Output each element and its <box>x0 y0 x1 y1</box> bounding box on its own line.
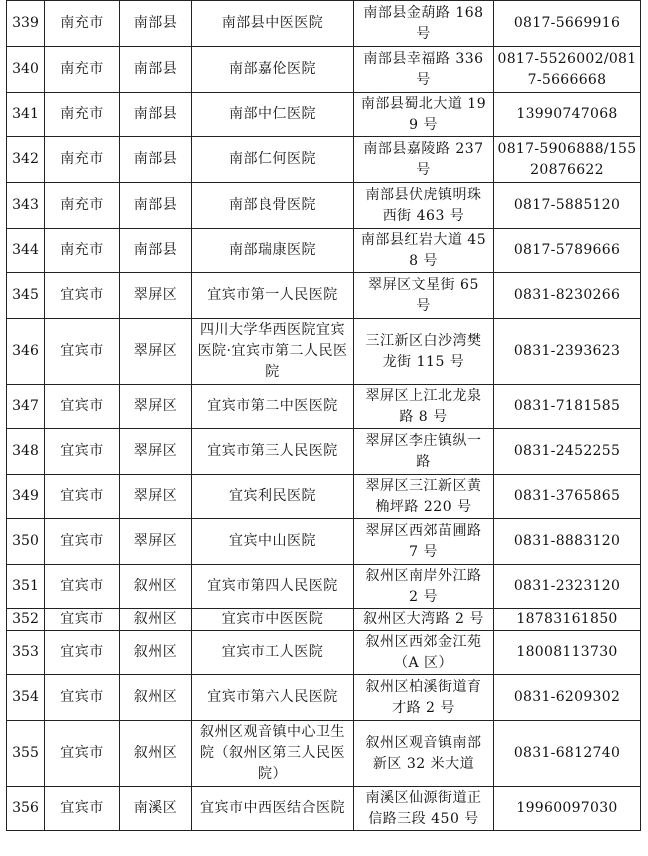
address-cell: 叙州区南岸外江路 2 号 <box>354 565 494 609</box>
table-row <box>7 1 641 47</box>
table-row <box>7 273 641 319</box>
row-number: 356 <box>7 787 45 831</box>
county-cell: 叙州区 <box>120 565 192 609</box>
table-row <box>7 183 641 229</box>
row-number: 347 <box>7 385 45 429</box>
hospital-name-cell: 宜宾中山医院 <box>192 519 354 565</box>
phone-cell: 18783161850 <box>494 609 641 631</box>
row-number: 346 <box>7 319 45 385</box>
table-row <box>7 609 641 631</box>
city-cell: 南充市 <box>45 183 120 229</box>
table-row <box>7 565 641 609</box>
city-cell: 南充市 <box>45 93 120 137</box>
table-body <box>7 1 641 831</box>
table-row <box>7 429 641 475</box>
hospital-name-cell: 南部瑞康医院 <box>192 229 354 273</box>
county-cell: 叙州区 <box>120 675 192 721</box>
hospital-name-cell: 宜宾市第二中医医院 <box>192 385 354 429</box>
table-row <box>7 93 641 137</box>
county-cell: 翠屏区 <box>120 429 192 475</box>
table-row <box>7 787 641 831</box>
address-cell: 叙州区大湾路 2 号 <box>354 609 494 631</box>
row-number: 341 <box>7 93 45 137</box>
address-cell: 翠屏区三江新区黄桷坪路 220 号 <box>354 475 494 519</box>
county-cell: 南部县 <box>120 93 192 137</box>
county-cell: 翠屏区 <box>120 319 192 385</box>
table-row <box>7 475 641 519</box>
phone-cell: 0831-2323120 <box>494 565 641 609</box>
phone-cell: 13990747068 <box>494 93 641 137</box>
address-cell: 翠屏区文星街 65 号 <box>354 273 494 319</box>
document-page <box>6 0 641 831</box>
address-cell: 南部县嘉陵路 237 号 <box>354 137 494 183</box>
row-number: 350 <box>7 519 45 565</box>
row-number: 342 <box>7 137 45 183</box>
city-cell: 宜宾市 <box>45 429 120 475</box>
city-cell: 宜宾市 <box>45 565 120 609</box>
phone-cell: 0831-2393623 <box>494 319 641 385</box>
address-cell: 南部县幸福路 336 号 <box>354 47 494 93</box>
city-cell: 宜宾市 <box>45 319 120 385</box>
phone-cell: 0831-6209302 <box>494 675 641 721</box>
hospital-name-cell: 宜宾市中医医院 <box>192 609 354 631</box>
city-cell: 宜宾市 <box>45 475 120 519</box>
row-number: 353 <box>7 631 45 675</box>
phone-cell: 0817-5906888/15520876622 <box>494 137 641 183</box>
hospital-name-cell: 宜宾市第一人民医院 <box>192 273 354 319</box>
table-row <box>7 47 641 93</box>
county-cell: 叙州区 <box>120 609 192 631</box>
hospital-name-cell: 南部县中医医院 <box>192 1 354 47</box>
hospital-name-cell: 宜宾市中西医结合医院 <box>192 787 354 831</box>
table-row <box>7 631 641 675</box>
table-row <box>7 675 641 721</box>
address-cell: 南部县蜀北大道 199 号 <box>354 93 494 137</box>
hospital-name-cell: 宜宾市第三人民医院 <box>192 429 354 475</box>
hospital-name-cell: 宜宾市第四人民医院 <box>192 565 354 609</box>
hospital-name-cell: 叙州区观音镇中心卫生院（叙州区第三人民医院） <box>192 721 354 787</box>
city-cell: 宜宾市 <box>45 787 120 831</box>
city-cell: 宜宾市 <box>45 721 120 787</box>
city-cell: 南充市 <box>45 229 120 273</box>
address-cell: 翠屏区李庄镇纵一路 <box>354 429 494 475</box>
phone-cell: 0817-5526002/0817-5666668 <box>494 47 641 93</box>
row-number: 352 <box>7 609 45 631</box>
hospital-name-cell: 南部仁何医院 <box>192 137 354 183</box>
table-row <box>7 319 641 385</box>
county-cell: 南部县 <box>120 1 192 47</box>
row-number: 343 <box>7 183 45 229</box>
county-cell: 翠屏区 <box>120 385 192 429</box>
address-cell: 叙州区西郊金江苑（A 区） <box>354 631 494 675</box>
row-number: 355 <box>7 721 45 787</box>
county-cell: 叙州区 <box>120 721 192 787</box>
table-row <box>7 137 641 183</box>
county-cell: 南部县 <box>120 229 192 273</box>
phone-cell: 0831-8230266 <box>494 273 641 319</box>
hospital-name-cell: 四川大学华西医院宜宾医院·宜宾市第二人民医院 <box>192 319 354 385</box>
address-cell: 南部县红岩大道 458 号 <box>354 229 494 273</box>
row-number: 348 <box>7 429 45 475</box>
table-row <box>7 229 641 273</box>
row-number: 354 <box>7 675 45 721</box>
county-cell: 翠屏区 <box>120 273 192 319</box>
city-cell: 宜宾市 <box>45 631 120 675</box>
row-number: 344 <box>7 229 45 273</box>
address-cell: 三江新区白沙湾樊龙街 115 号 <box>354 319 494 385</box>
city-cell: 南充市 <box>45 137 120 183</box>
county-cell: 南部县 <box>120 183 192 229</box>
address-cell: 叙州区观音镇南部新区 32 米大道 <box>354 721 494 787</box>
row-number: 345 <box>7 273 45 319</box>
phone-cell: 0831-3765865 <box>494 475 641 519</box>
address-cell: 南部县金葫路 168 号 <box>354 1 494 47</box>
city-cell: 宜宾市 <box>45 385 120 429</box>
hospital-name-cell: 宜宾市工人医院 <box>192 631 354 675</box>
row-number: 349 <box>7 475 45 519</box>
county-cell: 南部县 <box>120 137 192 183</box>
table-row <box>7 519 641 565</box>
row-number: 340 <box>7 47 45 93</box>
county-cell: 翠屏区 <box>120 475 192 519</box>
row-number: 351 <box>7 565 45 609</box>
county-cell: 翠屏区 <box>120 519 192 565</box>
hospital-name-cell: 南部中仁医院 <box>192 93 354 137</box>
city-cell: 宜宾市 <box>45 675 120 721</box>
phone-cell: 0817-5885120 <box>494 183 641 229</box>
address-cell: 翠屏区上江北龙泉路 8 号 <box>354 385 494 429</box>
county-cell: 叙州区 <box>120 631 192 675</box>
table-row <box>7 385 641 429</box>
phone-cell: 0831-8883120 <box>494 519 641 565</box>
row-number: 339 <box>7 1 45 47</box>
city-cell: 宜宾市 <box>45 609 120 631</box>
county-cell: 南溪区 <box>120 787 192 831</box>
phone-cell: 0831-7181585 <box>494 385 641 429</box>
phone-cell: 0831-2452255 <box>494 429 641 475</box>
phone-cell: 18008113730 <box>494 631 641 675</box>
phone-cell: 0831-6812740 <box>494 721 641 787</box>
hospital-name-cell: 南部嘉伦医院 <box>192 47 354 93</box>
county-cell: 南部县 <box>120 47 192 93</box>
city-cell: 南充市 <box>45 47 120 93</box>
hospital-table <box>6 0 641 831</box>
address-cell: 南溪区仙源街道正信路三段 450 号 <box>354 787 494 831</box>
phone-cell: 0817-5669916 <box>494 1 641 47</box>
city-cell: 南充市 <box>45 1 120 47</box>
address-cell: 翠屏区西郊苗圃路 7 号 <box>354 519 494 565</box>
phone-cell: 19960097030 <box>494 787 641 831</box>
address-cell: 叙州区柏溪街道育才路 2 号 <box>354 675 494 721</box>
hospital-name-cell: 南部良骨医院 <box>192 183 354 229</box>
hospital-name-cell: 宜宾市第六人民医院 <box>192 675 354 721</box>
address-cell: 南部县伏虎镇明珠西街 463 号 <box>354 183 494 229</box>
hospital-name-cell: 宜宾利民医院 <box>192 475 354 519</box>
phone-cell: 0817-5789666 <box>494 229 641 273</box>
city-cell: 宜宾市 <box>45 273 120 319</box>
table-row <box>7 721 641 787</box>
city-cell: 宜宾市 <box>45 519 120 565</box>
